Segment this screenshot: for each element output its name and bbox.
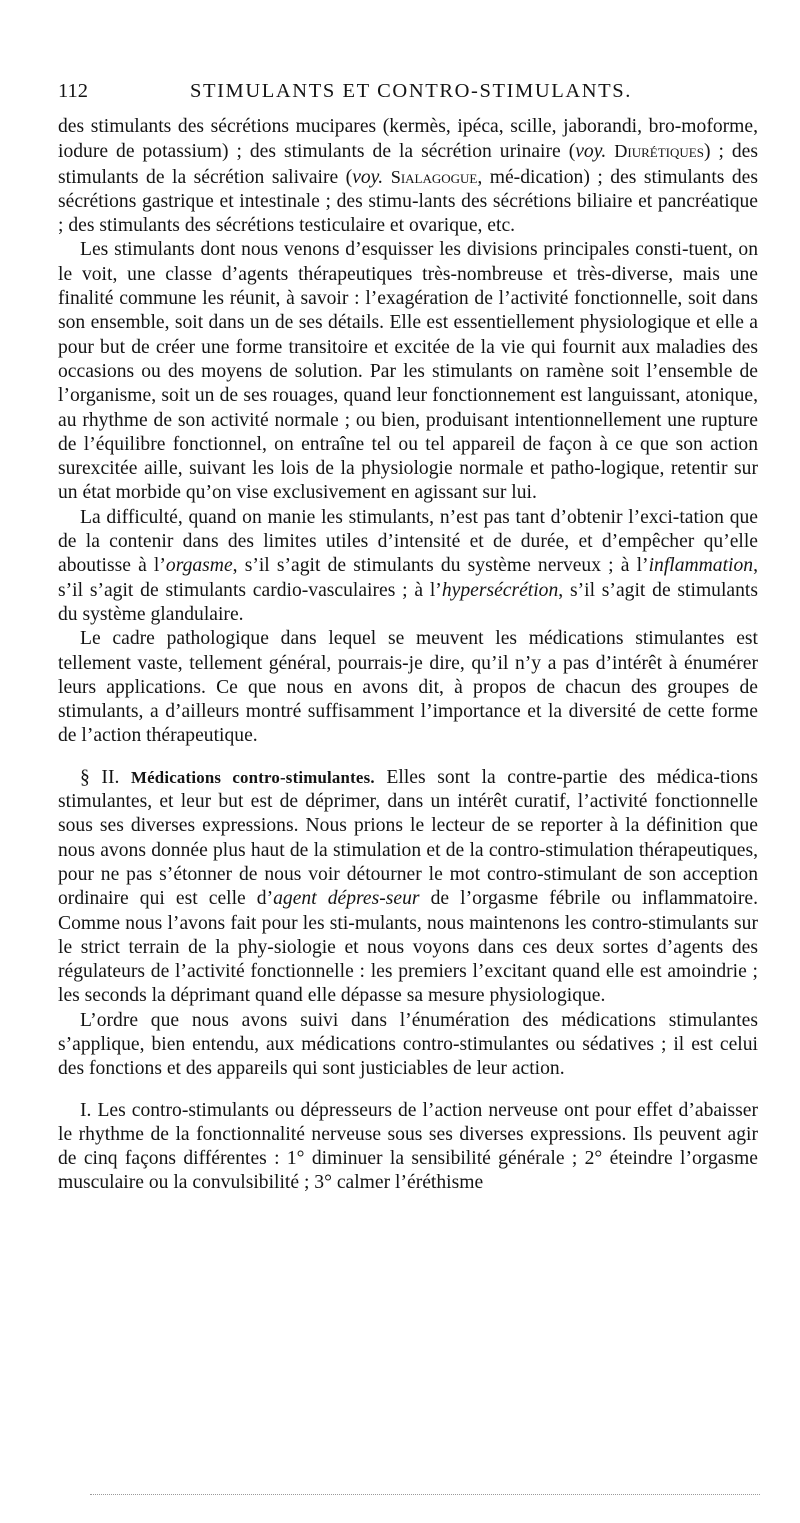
section-number: § II. <box>80 766 120 788</box>
page-bottom-rule <box>90 1494 760 1495</box>
running-head: STIMULANTS ET CONTRO-STIMULANTS. <box>190 80 633 102</box>
paragraph-pathology: Le cadre pathologique dans lequel se meuvent les médications stimulantes est tellement vaste, tellement général, pourrais-je dire, qu’il n’y a pas d’intérêt à énumérer leurs applications. Ce que nous en avons dit, à propos de chacun des groupes de stimulants, a d’ailleurs montré suffisamment l’importance et la diversité de cette forme de l’action thérapeutique. <box>58 628 758 747</box>
body-text <box>58 115 758 1196</box>
section-contro-stimulants: § II. Médications contro-stimulantes. Elles sont la contre-partie des médica-tions stimulantes, et leur but est de déprimer, dans un intérêt curatif, l’activité fonctionnelle sous ses diverses expressions. Nous prions le lecteur de se reporter à la définition que nous avons donnée plus haut de la stimulation et de la contro-stimulation thérapeutiques, pour ne pas s’étonner de nous voir détourner le mot contro-stimulant de son acception ordinaire qui est celle d’agent dépres-seur de l’orgasme fébrile ou inflammatoire. Comme nous l’avons fait pour les sti-mulants, nous maintenons les contro-stimulants sur le strict terrain de la phy-siologie et nous voyons dans ces deux sortes d’agents des régulateurs de l’activité fonctionnelle : les premiers l’excitant quand elle est amoindrie ; les seconds la déprimant quand elle dépasse sa mesure physiologique. <box>58 766 758 1007</box>
page-number: 112 <box>58 80 88 102</box>
section-heading: Médications contro-stimulantes. <box>131 767 375 787</box>
paragraph-nervous-depressants: I. Les contro-stimulants ou dépresseurs de l’action nerveuse ont pour effet d’abaisser le rhythme de la fonctionnalité nerveuse sous ses diverses expressions. Ils peuvent agir de cinq façons différentes : 1° diminuer la sensibilité générale ; 2° éteindre l’orgasme musculaire ou la convulsibilité ; 3° calmer l’éréthisme <box>58 1099 758 1194</box>
paragraph-stimulants-summary: Les stimulants dont nous venons d’esquisser les divisions principales consti-tuent, on le voit, une classe d’agents thérapeutiques très-nombreuse et très-diverse, mais une finalité commune les réunit, à savoir : l’exagération de l’activité fonctionnelle, soit dans son ensemble, soit dans un de ses détails. Elle est essentiellement physiologique et elle a pour but de créer une forme transitoire et excitée de la vie qui fournit aux maladies des occasions ou des moyens de solution. Par les stimulants on ramène soit l’ensemble de l’organisme, soit un de ses rouages, quand leur fonctionnement est languissant, atonique, au rhythme de son activité normale ; ou bien, produisant intentionnellement une rupture de l’équilibre fonctionnel, on entraîne tel ou tel appareil de façon à ce que son action surexcitée aille, suivant les lois de la physiologie normale et patho-logique, retentir sur un état morbide qu’on vise exclusivement en agissant sur lui. <box>58 239 758 504</box>
page-header <box>58 74 748 108</box>
cross-reference: Sialagogue <box>390 166 478 187</box>
paragraph-order: L’ordre que nous avons suivi dans l’énumération des médications stimulantes s’applique, bien entendu, aux médications contro-stimulantes ou sédatives ; il est celui des fonctions et des appareils qui sont justiciables de leur action. <box>58 1009 758 1080</box>
cross-reference: Diurétiques <box>614 141 704 162</box>
paragraph-difficulty: La difficulté, quand on manie les stimulants, n’est pas tant d’obtenir l’exci-tation que de la contenir dans des limites utiles d’intensité et de durée, et d’empêcher qu’elle aboutisse à l’orgasme, s’il s’agit de stimulants du système nerveux ; à l’inflammation, s’il s’agit de stimulants cardio-vasculaires ; à l’hypersécrétion, s’il s’agit de stimulants du système glandulaire. <box>58 506 758 625</box>
paragraph-secretion-stimulants: des stimulants des sécrétions mucipares (kermès, ipéca, scille, jaborandi, bro-moforme, iodure de potassium) ; des stimulants de la sécrétion urinaire (voy. Diurétiques) ; des stimulants de la sécrétion salivaire (voy. Sialagogue, mé-dication) ; des stimulants des sécrétions gastrique et intestinale ; des stimu-lants des sécrétions biliaire et pancréatique ; des stimulants des sécrétions testiculaire et ovarique, etc. <box>58 116 758 237</box>
